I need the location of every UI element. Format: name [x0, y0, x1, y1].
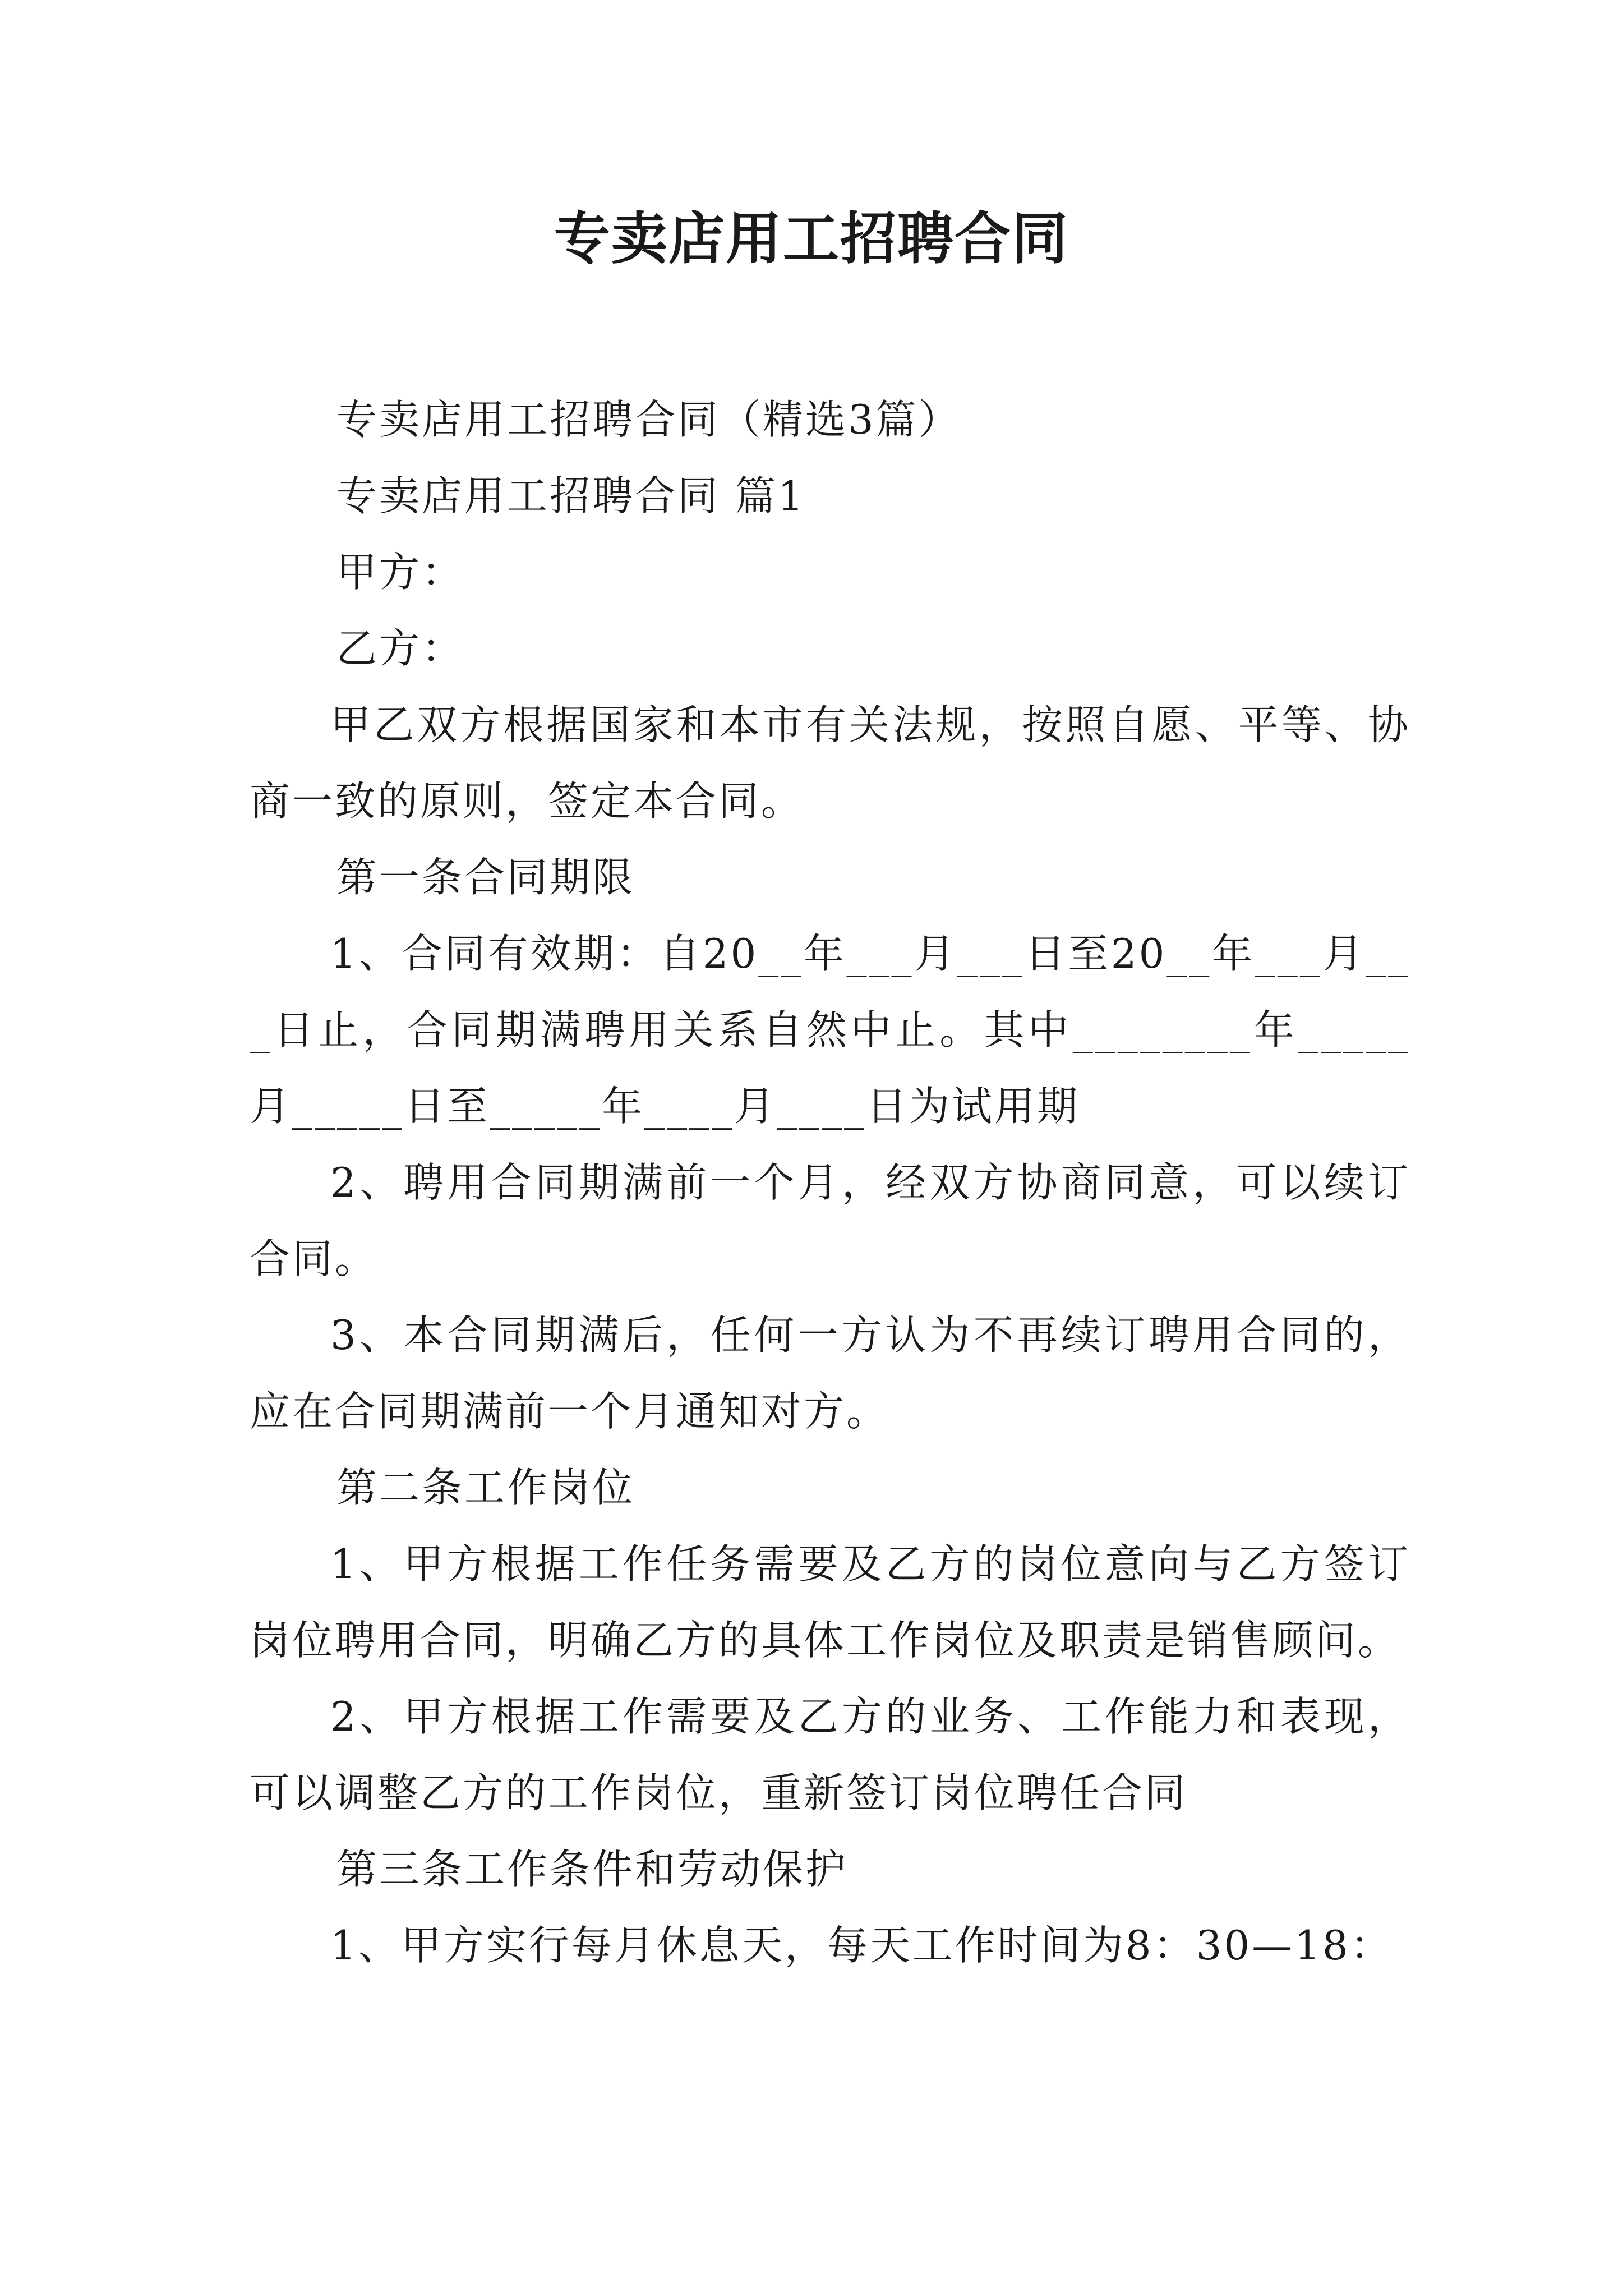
party-b-line: 乙方：	[336, 625, 465, 672]
article-2-item-1: 1、甲方根据工作任务需要及乙方的岗位意向与乙方签订岗位聘用合同，明确乙方的具体工作岗位及职责是销售顾问。	[250, 1540, 1410, 1664]
document-title: 专卖店用工招聘合同	[554, 205, 1069, 272]
article-1-item-3: 3、本合同期满后，任何一方认为不再续订聘用合同的，应在合同期满前一个月通知对方。	[250, 1312, 1410, 1435]
article-2-heading: 第二条工作岗位	[336, 1464, 635, 1511]
article-2-item-2: 2、甲方根据工作需要及乙方的业务、工作能力和表现，可以调整乙方的工作岗位，重新签订岗位聘任合同	[250, 1693, 1410, 1816]
document-body	[250, 381, 1410, 1984]
article-1-heading: 第一条合同期限	[336, 854, 635, 901]
article-1-item-1: 1、合同有效期：自20__年___月___日至20__年___月___日止，合同期满聘用关系自然中止。其中________年_____月_____日至_____年____月____日为试用期	[250, 930, 1410, 1130]
intro-paragraph: 甲乙双方根据国家和本市有关法规，按照自愿、平等、协商一致的原则，签定本合同。	[250, 701, 1410, 825]
section-heading: 专卖店用工招聘合同 篇1	[336, 472, 806, 519]
article-1-item-2: 2、聘用合同期满前一个月，经双方协商同意，可以续订合同。	[250, 1159, 1410, 1282]
article-3-heading: 第三条工作条件和劳动保护	[336, 1846, 849, 1893]
party-a-line: 甲方：	[336, 549, 465, 596]
subtitle-line: 专卖店用工招聘合同（精选3篇）	[336, 396, 961, 443]
article-3-item-1: 1、甲方实行每月休息天，每天工作时间为8：30—18：	[330, 1922, 1393, 1969]
